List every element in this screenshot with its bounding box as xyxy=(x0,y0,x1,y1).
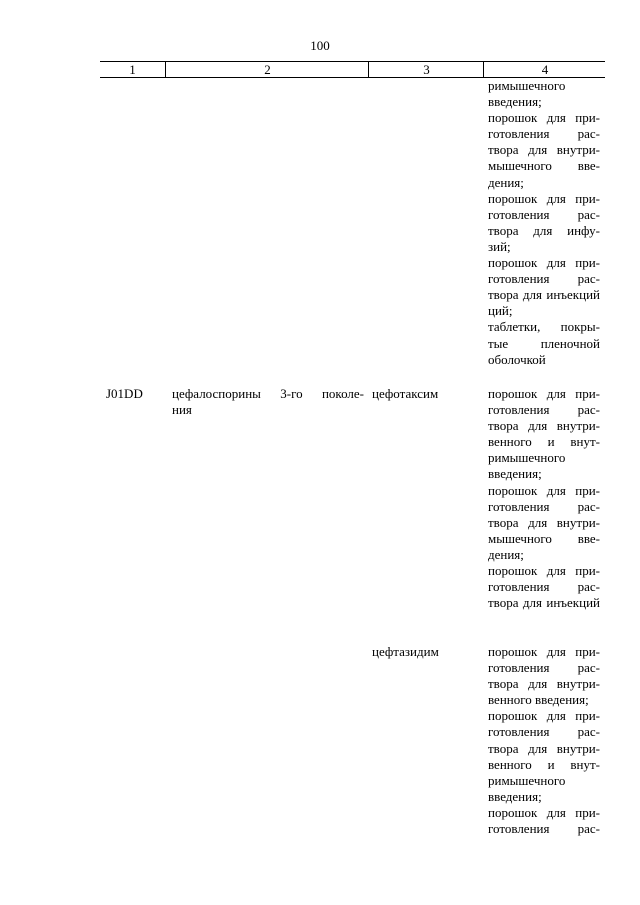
word: при- xyxy=(575,708,600,724)
word: готовления xyxy=(488,126,550,142)
word: для xyxy=(522,595,542,611)
column-number-3: 3 xyxy=(368,62,484,77)
dosage-form-line xyxy=(488,110,600,126)
word: инъекций xyxy=(546,595,600,611)
atc-code-j01dd: J01DD xyxy=(106,386,143,401)
dosage-form-line xyxy=(488,499,600,515)
word: готовления xyxy=(488,206,550,222)
word: твора xyxy=(488,676,519,692)
dosage-form-line: дения; xyxy=(488,174,524,190)
word: внут- xyxy=(570,434,600,450)
word: порошок xyxy=(488,190,538,206)
drug-name-ceftazidime: цефтазидим xyxy=(372,644,439,659)
dosage-form-line xyxy=(488,271,600,287)
word: внутри- xyxy=(556,418,600,434)
word: таблетки, xyxy=(488,319,541,335)
word: для xyxy=(528,740,548,756)
word: готовления xyxy=(488,271,550,287)
word: готовления xyxy=(488,402,550,418)
dosage-form-line xyxy=(488,805,600,821)
word: внутри- xyxy=(556,514,600,530)
word: инфу- xyxy=(567,222,600,238)
word: при- xyxy=(575,482,600,498)
dosage-form-line xyxy=(488,515,600,531)
word: рас- xyxy=(577,579,600,595)
word: цефалоспорины xyxy=(172,386,261,401)
dosage-form-line xyxy=(488,386,600,402)
column-number-2: 2 xyxy=(165,62,369,77)
dosage-form-line: римышечного xyxy=(488,450,566,466)
dosage-form-line xyxy=(488,402,600,418)
word: для xyxy=(528,514,548,530)
word: для xyxy=(528,676,548,692)
word: венного xyxy=(488,756,532,772)
word: твора xyxy=(488,142,519,158)
word: и xyxy=(547,756,555,772)
word: при- xyxy=(575,255,600,271)
dosage-form-line xyxy=(488,126,600,142)
word: тые xyxy=(488,335,509,351)
dosage-form-line: зий; xyxy=(488,238,511,254)
word: при- xyxy=(575,644,600,659)
word: инъекций xyxy=(546,287,600,303)
dosage-form-line: введения; xyxy=(488,94,542,110)
word: готовления xyxy=(488,579,550,595)
anatomical-therapeutic-group xyxy=(172,386,364,418)
dosage-form-line xyxy=(488,223,600,239)
word: поколе- xyxy=(321,386,364,401)
word: порошок xyxy=(488,110,538,126)
dosage-forms-cefotaxime xyxy=(488,386,600,611)
word: готовления xyxy=(488,498,550,514)
word: твора xyxy=(488,418,519,434)
word: для xyxy=(546,386,566,401)
dosage-form-line xyxy=(488,531,600,547)
word: рас- xyxy=(577,271,600,287)
word: порошок xyxy=(488,482,538,498)
word: для xyxy=(546,563,566,579)
word: пленочной xyxy=(540,335,600,351)
dosage-form-line xyxy=(488,724,600,740)
word: рас- xyxy=(577,498,600,514)
word: для xyxy=(546,190,566,206)
word: вве- xyxy=(577,158,600,174)
word: внутри- xyxy=(556,740,600,756)
dosage-form-line xyxy=(488,158,600,174)
word: при- xyxy=(575,386,600,401)
word: порошок xyxy=(488,644,538,659)
dosage-form-line xyxy=(488,319,600,335)
word: рас- xyxy=(577,724,600,740)
dosage-form-line xyxy=(488,434,600,450)
group-line-1 xyxy=(172,386,364,402)
dosage-form-line: введения; xyxy=(488,788,542,804)
dosage-form-line xyxy=(488,563,600,579)
word: для xyxy=(528,418,548,434)
dosage-form-line xyxy=(488,287,600,303)
word: для xyxy=(546,255,566,271)
word: твора xyxy=(488,222,519,238)
dosage-form-line xyxy=(488,644,600,660)
word: порошок xyxy=(488,804,538,820)
word: рас- xyxy=(577,206,600,222)
dosage-form-line xyxy=(488,595,600,611)
word: твора xyxy=(488,287,519,303)
word: мышечного xyxy=(488,530,552,546)
word: при- xyxy=(575,563,600,579)
dosage-forms-continued xyxy=(488,78,600,368)
word: твора xyxy=(488,595,519,611)
dosage-form-line: введения; xyxy=(488,466,542,482)
dosage-form-line: римышечного xyxy=(488,772,566,788)
dosage-form-line xyxy=(488,142,600,158)
dosage-form-line: венного введения; xyxy=(488,692,589,708)
dosage-form-line: оболочкой xyxy=(488,351,546,367)
column-number-1: 1 xyxy=(129,62,136,77)
word: покры- xyxy=(560,319,600,335)
word: порошок xyxy=(488,386,538,401)
dosage-form-line: дения; xyxy=(488,546,524,562)
word: вве- xyxy=(577,530,600,546)
word: венного xyxy=(488,434,532,450)
word: мышечного xyxy=(488,158,552,174)
word: для xyxy=(522,287,542,303)
word: внутри- xyxy=(556,142,600,158)
word: порошок xyxy=(488,563,538,579)
word: для xyxy=(546,708,566,724)
word: порошок xyxy=(488,708,538,724)
dosage-form-line xyxy=(488,336,600,352)
dosage-form-line xyxy=(488,483,600,499)
word: для xyxy=(546,482,566,498)
page-number: 100 xyxy=(310,38,330,53)
dosage-form-line xyxy=(488,255,600,271)
word: внут- xyxy=(570,756,600,772)
word: для xyxy=(546,110,566,126)
word: твора xyxy=(488,740,519,756)
dosage-form-line xyxy=(488,821,600,837)
word: для xyxy=(546,644,566,659)
word: рас- xyxy=(577,660,600,676)
word: 3-го xyxy=(280,386,303,401)
column-number-4: 4 xyxy=(483,62,606,77)
word: рас- xyxy=(577,402,600,418)
dosage-forms-ceftazidime xyxy=(488,644,600,837)
group-line-2: ния xyxy=(172,402,192,418)
dosage-form-line xyxy=(488,191,600,207)
dosage-form-line: ций; xyxy=(488,303,513,319)
word: внутри- xyxy=(556,676,600,692)
word: при- xyxy=(575,110,600,126)
dosage-form-line xyxy=(488,676,600,692)
word: готовления xyxy=(488,821,550,837)
word: для xyxy=(528,142,548,158)
dosage-form-line xyxy=(488,757,600,773)
drug-name-cefotaxime: цефотаксим xyxy=(372,386,439,401)
table-header-row xyxy=(100,61,605,78)
word: готовления xyxy=(488,724,550,740)
word: рас- xyxy=(577,126,600,142)
dosage-form-line xyxy=(488,579,600,595)
word: порошок xyxy=(488,255,538,271)
word: при- xyxy=(575,804,600,820)
word: рас- xyxy=(577,821,600,837)
word: готовления xyxy=(488,660,550,676)
dosage-form-line: римышечного xyxy=(488,78,566,93)
word: твора xyxy=(488,514,519,530)
dosage-form-line xyxy=(488,207,600,223)
word: для xyxy=(546,804,566,820)
dosage-form-line xyxy=(488,741,600,757)
dosage-form-line xyxy=(488,418,600,434)
dosage-form-line xyxy=(488,708,600,724)
word: и xyxy=(547,434,555,450)
word: для xyxy=(533,222,553,238)
dosage-form-line xyxy=(488,660,600,676)
word: при- xyxy=(575,190,600,206)
